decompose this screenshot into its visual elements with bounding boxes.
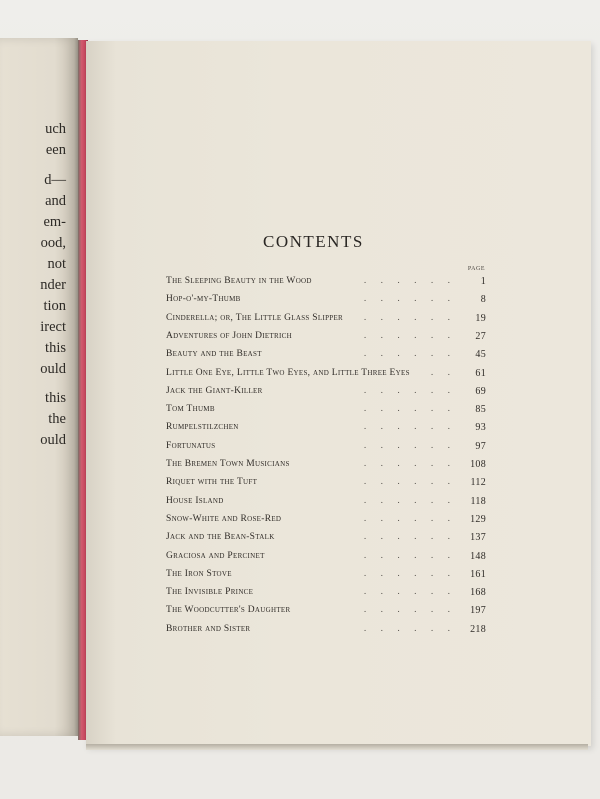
left-page	[0, 38, 78, 736]
entry-title: Jack and the Bean-Stalk	[166, 532, 275, 543]
contents-entry	[166, 294, 486, 310]
entry-title: The Invisible Prince	[166, 587, 254, 598]
entry-page-number: 137	[470, 532, 486, 544]
dot-leader: . . . . . .	[363, 495, 456, 506]
dot-leader: . . . . . .	[363, 605, 456, 616]
dot-leader: . . . . . .	[363, 422, 456, 433]
left-line: ould	[40, 432, 66, 448]
left-line: this	[45, 340, 66, 356]
contents-entry	[166, 605, 486, 621]
contents-entry	[166, 624, 486, 640]
entry-title: Fortunatus	[166, 440, 216, 451]
entry-page-number: 218	[470, 623, 486, 635]
contents-entry	[166, 349, 486, 365]
entry-title: Rumpelstilzchen	[166, 422, 239, 433]
left-line: ould	[40, 361, 66, 377]
dot-leader: . . . . . .	[363, 513, 456, 524]
entry-page-number: 148	[470, 550, 486, 562]
dot-leader: . . . . . .	[363, 294, 456, 305]
left-page-text	[0, 38, 66, 736]
left-line: em-	[43, 214, 66, 230]
contents-entry	[166, 441, 486, 457]
dot-leader: . . . . . .	[363, 477, 456, 488]
entry-title: Beauty and the Beast	[166, 349, 262, 360]
dot-leader: . . . . . .	[363, 532, 456, 543]
contents-entry	[166, 496, 486, 512]
dot-leader: . . . . . .	[363, 550, 456, 561]
dot-leader: . . . . . .	[363, 623, 456, 634]
entry-title: Snow-White and Rose-Red	[166, 513, 282, 524]
left-line: and	[45, 193, 66, 209]
left-line: uch	[45, 121, 66, 137]
left-line: ood,	[40, 235, 66, 251]
dot-leader: . . . . . .	[363, 330, 456, 341]
dot-leader: . . . . . .	[363, 440, 456, 451]
entry-title: Little One Eye, Little Two Eyes, and Little Three Eyes	[166, 367, 410, 378]
page-bottom-edge	[86, 744, 588, 750]
contents-entry	[166, 276, 486, 292]
entry-title: House Island	[166, 495, 224, 506]
contents-entry	[166, 569, 486, 585]
entry-title: Graciosa and Percinet	[166, 550, 265, 561]
entry-page-number: 197	[470, 605, 486, 617]
entry-page-number: 112	[470, 477, 486, 489]
contents-entry	[166, 532, 486, 548]
entry-page-number: 1	[480, 276, 486, 287]
entry-page-number: 69	[475, 385, 486, 397]
entry-title: The Sleeping Beauty in the Wood	[166, 276, 312, 286]
entry-page-number: 108	[470, 459, 486, 470]
entry-page-number: 27	[475, 330, 486, 342]
contents-entry	[166, 587, 486, 603]
left-line: d—	[44, 172, 66, 188]
left-line: this	[45, 390, 66, 406]
entry-title: Adventures of John Dietrich	[166, 330, 292, 341]
entry-page-number: 19	[475, 312, 486, 324]
entry-page-number: 118	[470, 495, 486, 507]
entry-page-number: 93	[475, 422, 486, 434]
left-line: een	[45, 142, 66, 158]
contents-entry	[166, 404, 486, 420]
entry-title: The Iron Stove	[166, 568, 232, 579]
left-line: irect	[40, 319, 66, 335]
entry-title: The Bremen Town Musicians	[166, 459, 290, 469]
entry-page-number: 129	[470, 513, 486, 525]
page-column-label: PAGE	[467, 266, 485, 272]
left-line: the	[48, 411, 66, 427]
left-line: tion	[43, 298, 66, 314]
contents-entry	[166, 422, 486, 438]
contents-entry	[166, 477, 486, 493]
entry-page-number: 161	[470, 568, 486, 580]
entry-page-number: 8	[480, 294, 486, 306]
entry-page-number: 45	[475, 349, 486, 361]
dot-leader: . . . . . .	[363, 312, 456, 323]
contents-entry	[166, 368, 486, 384]
dot-leader: . .	[430, 367, 456, 378]
entry-page-number: 85	[475, 404, 486, 416]
entry-title: Jack the Giant-Killer	[166, 385, 263, 396]
entry-title: Brother and Sister	[166, 623, 251, 634]
left-line: not	[47, 256, 66, 272]
contents-entry	[166, 331, 486, 347]
entry-page-number: 97	[475, 440, 486, 452]
entry-title: Tom Thumb	[166, 404, 215, 415]
entry-title: Riquet with the Tuft	[166, 477, 258, 488]
dot-leader: . . . . . .	[363, 568, 456, 579]
contents-entry	[166, 313, 486, 329]
contents-entry	[166, 459, 486, 475]
dot-leader: . . . . . .	[363, 587, 456, 598]
entry-title: Hop-o'-my-Thumb	[166, 294, 241, 305]
contents-heading: CONTENTS	[263, 232, 364, 251]
dot-leader: . . . . . .	[363, 459, 456, 469]
left-line: nder	[40, 277, 66, 293]
dot-leader: . . . . . .	[363, 349, 456, 360]
dot-leader: . . . . . .	[363, 404, 456, 415]
contents-entry	[166, 386, 486, 402]
entry-page-number: 168	[470, 587, 486, 599]
entry-title: The Woodcutter's Daughter	[166, 605, 291, 616]
entry-page-number: 61	[475, 367, 486, 379]
dot-leader: . . . . . .	[363, 276, 456, 286]
entry-title: Cinderella; or, The Little Glass Slipper	[166, 312, 344, 323]
contents-entry	[166, 551, 486, 567]
contents-entry	[166, 514, 486, 530]
dot-leader: . . . . . .	[363, 385, 456, 396]
